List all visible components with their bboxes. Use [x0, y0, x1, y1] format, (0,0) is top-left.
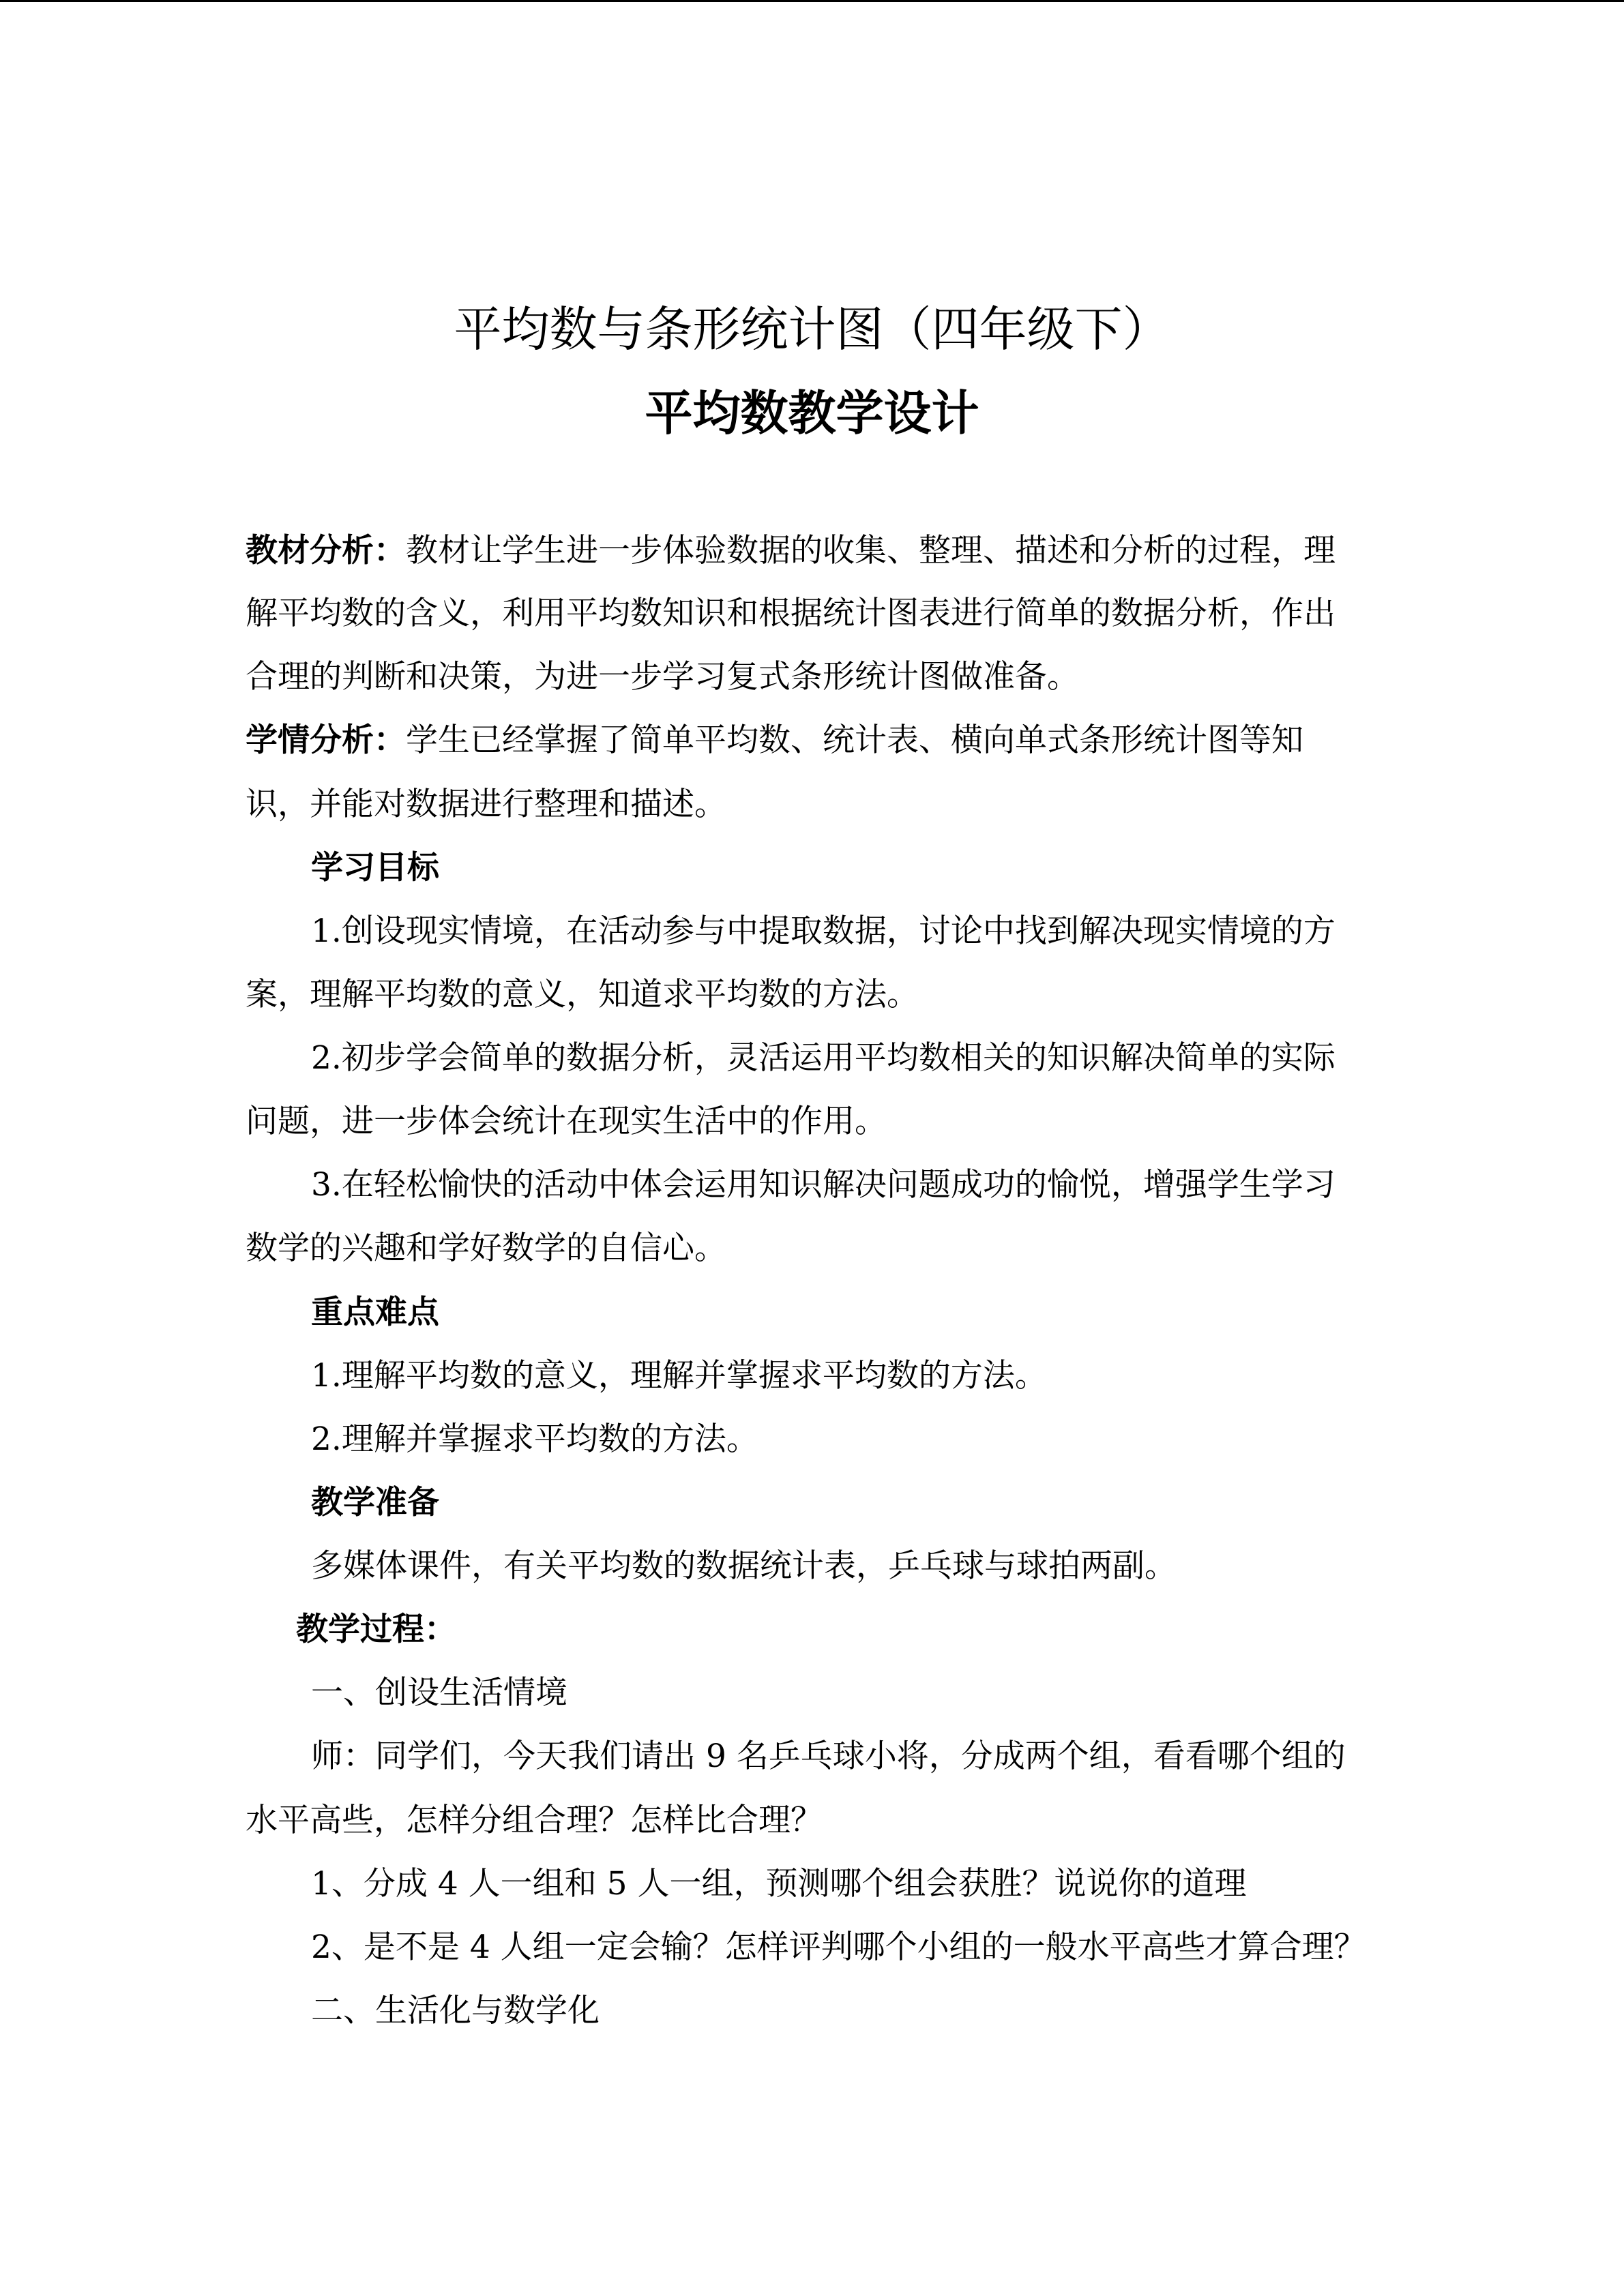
- objective-1-line-1: 1.创设现实情境，在活动参与中提取数据，讨论中找到解决现实情境的方: [311, 912, 1335, 950]
- student-analysis-label: 学情分析：: [246, 721, 406, 759]
- objectives-heading: 学习目标: [311, 849, 439, 886]
- student-analysis-line-2: 识，并能对数据进行整理和描述。: [246, 786, 726, 823]
- teacher-line-1: 师：同学们，今天我们请出 9 名乒乓球小将，分成两个组，看看哪个组的: [311, 1738, 1346, 1775]
- material-analysis-line-2: 解平均数的含义，利用平均数知识和根据统计图表进行简单的数据分析，作出: [246, 595, 1335, 632]
- material-analysis-line-3: 合理的判断和决策，为进一步学习复式条形统计图做准备。: [246, 658, 1079, 696]
- question-2: 2、是不是 4 人组一定会输？怎样评判哪个小组的一般水平高些才算合理？: [311, 1928, 1366, 1966]
- objective-1-line-2: 案，理解平均数的意义，知道求平均数的方法。: [246, 976, 919, 1013]
- objective-3-line-1: 3.在轻松愉快的活动中体会运用知识解决问题成功的愉悦，增强学生学习: [311, 1166, 1335, 1204]
- material-analysis-text-1: 教材让学生进一步体验数据的收集、整理、描述和分析的过程，理: [406, 532, 1335, 569]
- preparation-text: 多媒体课件，有关平均数的数据统计表，乒乓球与球拍两副。: [311, 1547, 1177, 1585]
- objective-2-line-1: 2.初步学会简单的数据分析，灵活运用平均数相关的知识解决简单的实际: [311, 1039, 1335, 1077]
- student-analysis-text-1: 学生已经掌握了简单平均数、统计表、横向单式条形统计图等知: [406, 721, 1303, 759]
- objective-3-line-2: 数学的兴趣和学好数学的自信心。: [246, 1229, 726, 1267]
- key-points-heading: 重点难点: [311, 1294, 439, 1331]
- process-section-1: 一、创设生活情境: [311, 1674, 567, 1712]
- material-analysis-line-1: [246, 531, 1378, 571]
- student-analysis-line-1: [246, 720, 1378, 761]
- key-point-2: 2.理解并掌握求平均数的方法。: [311, 1420, 758, 1458]
- objective-2-line-2: 问题，进一步体会统计在现实生活中的作用。: [246, 1103, 887, 1140]
- preparation-heading: 教学准备: [311, 1484, 439, 1521]
- key-point-1: 1.理解平均数的意义，理解并掌握求平均数的方法。: [311, 1357, 1047, 1395]
- teacher-line-2: 水平高些，怎样分组合理？怎样比合理？: [246, 1802, 823, 1839]
- question-1: 1、分成 4 人一组和 5 人一组，预测哪个组会获胜？说说你的道理: [311, 1865, 1247, 1903]
- material-analysis-label: 教材分析：: [246, 532, 406, 569]
- document-subtitle: 平均数教学设计: [645, 385, 979, 441]
- process-section-2: 二、生活化与数学化: [311, 1992, 600, 2029]
- document-title: 平均数与条形统计图（四年级下）: [454, 301, 1170, 357]
- process-heading: 教学过程：: [296, 1611, 456, 1648]
